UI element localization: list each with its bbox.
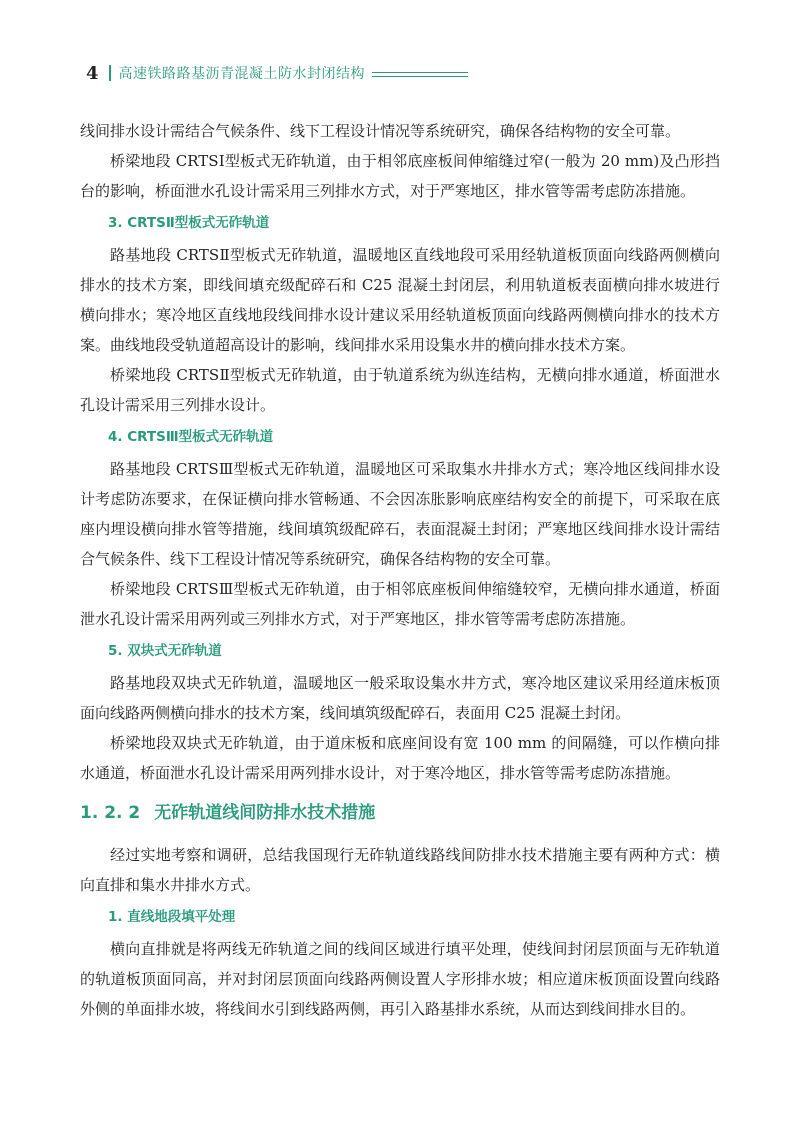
paragraph: 路基地段 CRTSⅢ型板式无砟轨道，温暖地区可采取集水井排水方式；寒冷地区线间排水设计考虑防冻要求，在保证横向排水管畅通、不会因冻胀影响底座结构安全的前提下，可采取在底座内埋设横向排水管等措施，线间填筑级配碎石，表面混凝土封闭；严寒地区线间排水设计需结合气候条件、线下工程设计情况等系统研究，确保各结构物的安全可靠。 — [80, 460, 720, 568]
paragraph: 路基地段双块式无砟轨道，温暖地区一般采取设集水井方式，寒冷地区建议采用经道床板顶面向线路两侧横向排水的技术方案，线间填筑级配碎石，表面用 C25 混凝土封闭。 — [80, 674, 720, 722]
paragraph: 桥梁地段 CRTSⅢ型板式无砟轨道，由于相邻底座板间伸缩缝较窄，无横向排水通道，桥面泄水孔设计需采用两列或三列排水方式，对于严寒地区，排水管等需考虑防冻措施。 — [80, 580, 720, 628]
paragraph: 线间排水设计需结合气候条件、线下工程设计情况等系统研究，确保各结构物的安全可靠。 — [80, 122, 681, 140]
subheading-double-block: 5. 双块式无砟轨道 — [108, 643, 222, 659]
paragraph: 横向直排就是将两线无砟轨道之间的线间区域进行填平处理，使线间封闭层顶面与无砟轨道的轨道板顶面同高，并对封闭层顶面向线路两侧设置人字形排水坡；相应道床板顶面设置向线路外侧的单面排水坡，将线间水引到线路两侧，再引入路基排水系统，从而达到线间排水目的。 — [80, 940, 720, 1018]
section-title: 无砟轨道线间防排水技术措施 — [154, 803, 376, 823]
page-number: 4 — [86, 62, 99, 84]
header-rule-bottom — [372, 76, 468, 77]
subheading-crts3: 4. CRTSⅢ型板式无砟轨道 — [108, 429, 274, 445]
section-heading — [80, 796, 720, 830]
subheading-straight-section: 1. 直线地段填平处理 — [108, 909, 236, 925]
header-separator — [109, 65, 111, 81]
paragraph: 桥梁地段 CRTSⅡ型板式无砟轨道，由于轨道系统为纵连结构，无横向排水通道，桥面泄水孔设计需采用三列排水设计。 — [80, 366, 720, 414]
running-header — [86, 60, 365, 86]
running-title: 高速铁路路基沥青混凝土防水封闭结构 — [118, 66, 366, 82]
paragraph: 桥梁地段 CRTSⅠ型板式无砟轨道，由于相邻底座板间伸缩缝过窄(一般为 20 mm)及凸形挡台的影响，桥面泄水孔设计需采用三列排水方式，对于严寒地区，排水管等需考虑防冻措施。 — [80, 152, 720, 200]
header-rule-top — [372, 72, 468, 73]
paragraph: 经过实地考察和调研，总结我国现行无砟轨道线路线间防排水技术措施主要有两种方式：横向直排和集水井排水方式。 — [80, 846, 720, 894]
paragraph: 桥梁地段双块式无砟轨道，由于道床板和底座间设有宽 100 mm 的间隔缝，可以作横向排水通道，桥面泄水孔设计需采用两列排水设计，对于寒冷地区，排水管等需考虑防冻措施。 — [80, 734, 720, 782]
section-number: 1. 2. 2 — [80, 803, 141, 823]
subheading-crts2: 3. CRTSⅡ型板式无砟轨道 — [108, 215, 270, 231]
page-body — [80, 116, 720, 1024]
paragraph: 路基地段 CRTSⅡ型板式无砟轨道，温暖地区直线地段可采用经轨道板顶面向线路两侧横向排水的技术方案，即线间填充级配碎石和 C25 混凝土封闭层，利用轨道板表面横向排水坡进行横向排水；寒冷地区直线地段线间排水设计建议采用经轨道板顶面向线路两侧横向排水的技术方案。曲线地段受轨道超高设计的影响，线间排水采用设集水井的横向排水技术方案。 — [80, 246, 720, 354]
